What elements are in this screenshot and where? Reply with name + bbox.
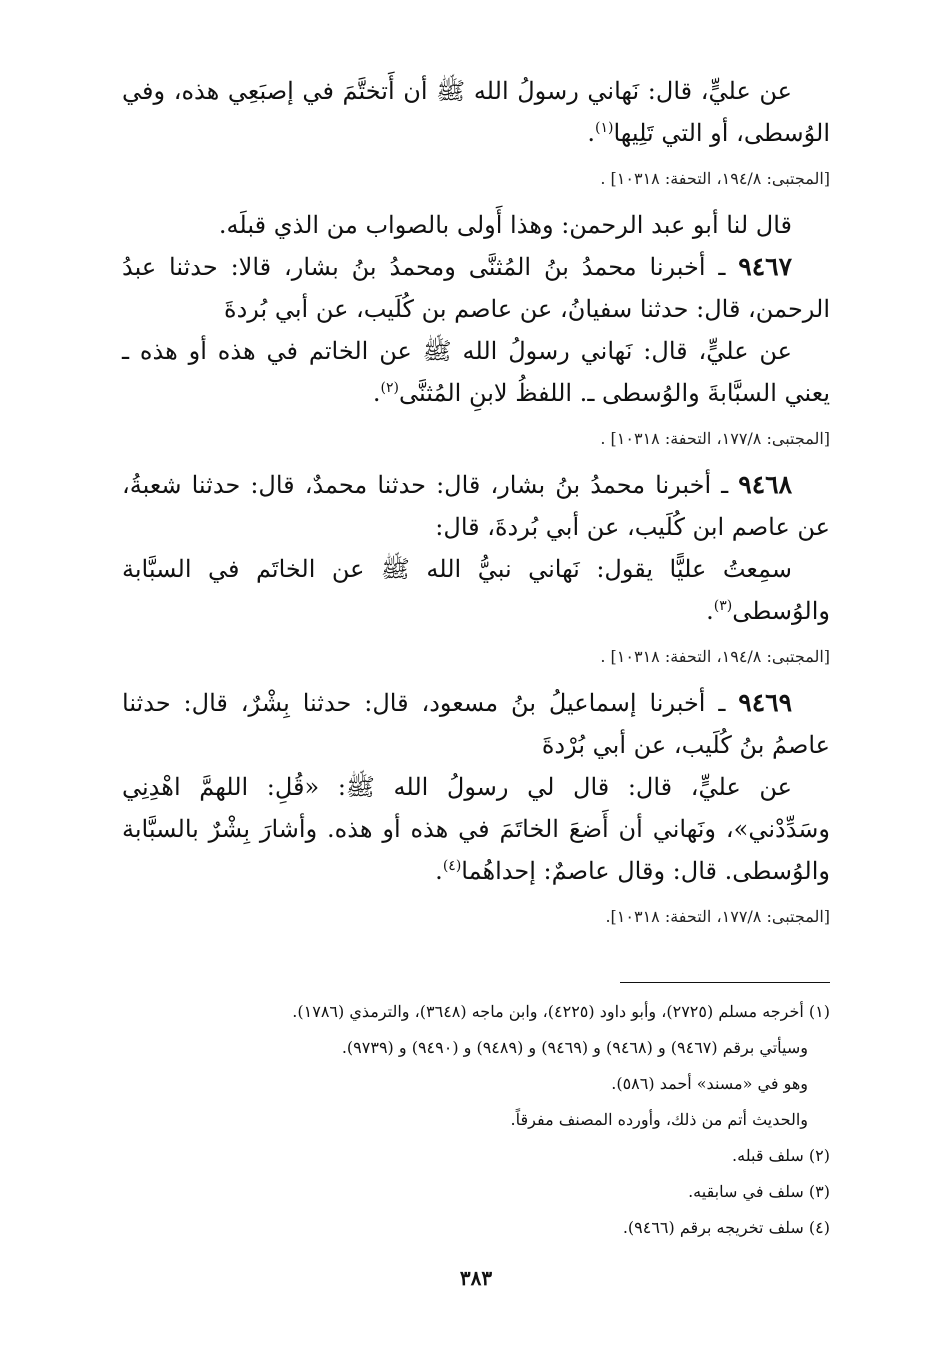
footnote-1-continued: وسيأتي برقم (٩٤٦٧) و (٩٤٦٨) و (٩٤٦٩) و (٩٤٨٩) و (٩٤٩٠) و (٩٧٣٩).: [341, 1038, 808, 1057]
hadith-9468-isnad: ٩٤٦٨ ـ أخبرنا محمدُ بنُ بشار، قال: حدثنا محمدٌ، قال: حدثنا شعبةُ، عن عاصم ابن كُلَيب، عن أبي بُردةَ، قال:: [122, 470, 830, 541]
footnote-ref-3[interactable]: (٣): [713, 598, 733, 614]
hadith-9466-matn: عن عليٍّ، قال: نَهاني رسولُ الله ﷺ أن أَتختَّمَ في إصبَعِي هذه، وفي الوُسطى، أو التي تَلِيها$^{(١)}$.: [122, 77, 830, 147]
footnotes: [122, 994, 830, 1246]
source-reference: [المجتبى: ١٩٤/٨، التحفة: ١٠٣١٨] .: [600, 647, 830, 666]
source-reference: [المجتبى: ١٩٤/٨، التحفة: ١٠٣١٨] .: [600, 169, 830, 188]
footnote-ref-1[interactable]: (١): [594, 120, 614, 136]
footnote-1-continued: وهو في «مسند» أحمد (٥٨٦).: [611, 1074, 808, 1093]
main-text: [122, 70, 830, 928]
hadith-9469-isnad: ٩٤٦٩ ـ أخبرنا إسماعيلُ بنُ مسعود، قال: حدثنا بِشْرٌ، قال: حدثنا عاصمُ بنُ كُلَيب، عن أبي بُرْدةَ: [122, 688, 830, 759]
source-reference: [المجتبى: ١٧٧/٨، التحفة: ١٠٣١٨] .: [600, 429, 830, 448]
footnote-1: (١) أخرجه مسلم (٢٧٢٥)، وأبو داود (٤٢٢٥)، وابن ماجه (٣٦٤٨)، والترمذي (١٧٨٦).: [292, 1002, 830, 1021]
footnote-1-continued: والحديث أتم من ذلك، وأورده المصنف مفرقاً.: [510, 1110, 808, 1129]
footnote-2: (٢) سلف قبله.: [732, 1146, 830, 1165]
hadith-number: ٩٤٦٩: [738, 688, 792, 717]
author-comment: قال لنا أبو عبد الرحمن: وهذا أَولى بالصواب من الذي قبلَه.: [218, 211, 792, 239]
source-reference: [المجتبى: ١٧٧/٨، التحفة: ١٠٣١٨].: [605, 907, 830, 926]
hadith-9467-matn: عن عليٍّ، قال: نَهاني رسولُ الله ﷺ عن الخاتم في هذه أو هذه ـ يعني السبَّابةَ والوُسطى ـ. اللفظُ لابنِ المُثنَّى$^{(٢)}$.: [122, 337, 830, 407]
book-page: [122, 70, 830, 1310]
footnote-4: (٤) سلف تخريجه برقم (٩٤٦٦).: [622, 1218, 830, 1237]
hadith-9468-matn: سمِعتُ عليًّا يقول: نَهاني نبيُّ الله ﷺ عن الخاتَم في السبَّابة والوُسطى$^{(٣)}$.: [122, 555, 830, 625]
hadith-number: ٩٤٦٧: [738, 252, 792, 281]
page-number: ٣٨٣: [459, 1266, 493, 1290]
footnote-ref-2[interactable]: (٢): [380, 380, 399, 396]
hadith-9469-matn: عن عليٍّ، قال: قال لي رسولُ الله ﷺ: «قُلِ: اللهمَّ اهْدِنِي وسَدِّدْني»، ونَهاني أن أَضعَ الخاتَمَ في هذه أو هذه. وأشارَ بِشْرٌ بالسبَّابة والوُسطى. قال: وقال عاصمٌ: إحداهُما$^{(٤)}$.: [122, 773, 830, 885]
hadith-number: ٩٤٦٨: [738, 470, 792, 499]
footnote-divider: [620, 982, 830, 983]
hadith-9467-isnad: ٩٤٦٧ ـ أخبرنا محمدُ بنُ المُثنَّى ومحمدُ بنُ بشار، قالا: حدثنا عبدُ الرحمن، قال: حدثنا سفيانُ، عن عاصم بن كُلَيب، عن أبي بُردةَ: [122, 252, 830, 323]
footnote-ref-4[interactable]: (٤): [442, 858, 462, 874]
footnote-3: (٣) سلف في سابقيه.: [688, 1182, 830, 1201]
